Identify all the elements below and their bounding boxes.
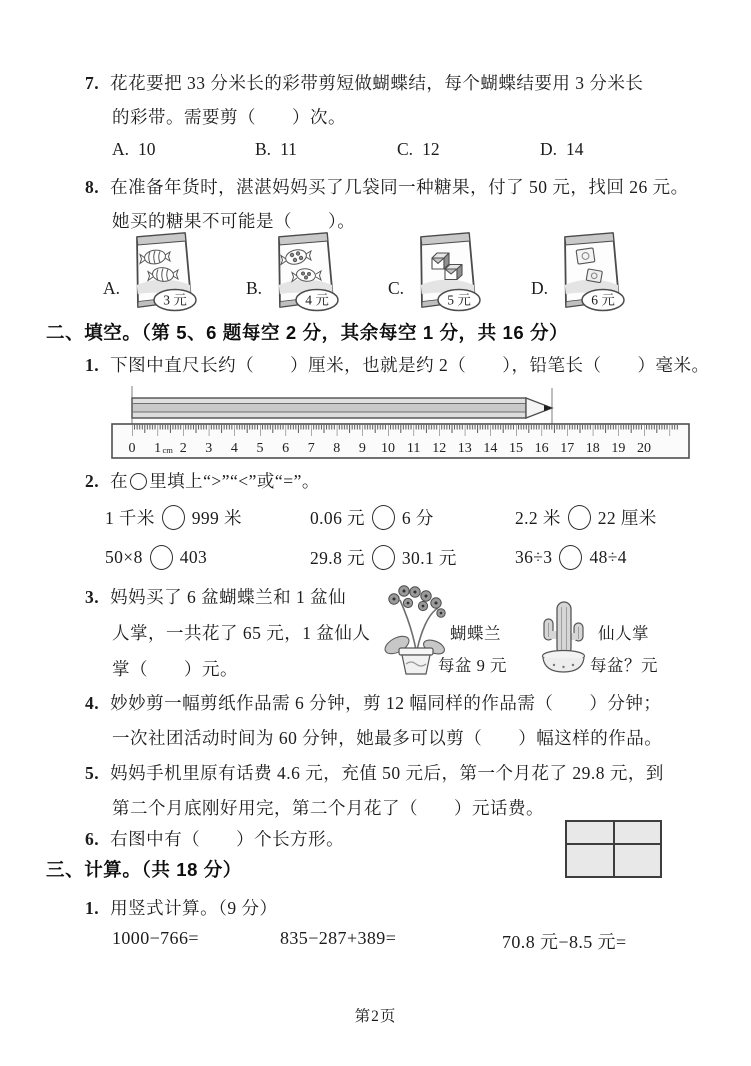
compare-item-2: 0.06 元 6 分: [310, 505, 434, 530]
fill-5-line-1: 5. 妈妈手机里原有话费 4.6 元，充值 50 元后，第一个月花了 29.8 元，到: [85, 763, 664, 783]
orchid-flowers: [389, 586, 445, 617]
svg-text:18: 18: [585, 441, 600, 456]
compare-item-6: 36÷3 48÷4: [515, 545, 627, 570]
svg-text:2: 2: [179, 441, 187, 456]
section-2-title: 二、填空。（第 5、6 题每空 2 分，其余每空 1 分，共 16 分）: [46, 322, 569, 343]
price-label: 4 元: [305, 292, 329, 308]
ruler-unit-label: cm: [162, 445, 173, 455]
fill-4-line-2: 一次社团活动时间为 60 分钟，她最多可以剪（ ）幅这样的作品。: [112, 728, 663, 748]
fill-6-line: 6. 右图中有（ ）个长方形。: [85, 829, 345, 849]
calc-expression-1: 1000−766=: [112, 928, 199, 948]
candy-bag-3yuan-illustration: [123, 228, 203, 314]
question-8-line-2: 她买的糖果不可能是（ ）。: [112, 211, 356, 231]
svg-text:0: 0: [128, 441, 136, 456]
fill-3-line-2: 人掌，一共花了 65 元，1 盆仙人: [112, 623, 371, 643]
cactus-name-label: 仙人掌: [598, 624, 649, 643]
grid-vertical-line: [613, 822, 615, 876]
svg-text:17: 17: [560, 441, 575, 456]
section-3-title: 三、计算。（共 18 分）: [46, 859, 242, 880]
compare-item-5: 29.8 元 30.1 元: [310, 545, 457, 570]
price-label: 6 元: [591, 292, 615, 308]
cactus-price-label: 每盆？元: [590, 656, 658, 675]
question-8-option-a: A. 3 元: [103, 228, 203, 314]
candy-bag-5yuan-illustration: [407, 228, 487, 314]
svg-text:8: 8: [333, 441, 341, 456]
calc-expression-3: 70.8 元−8.5 元=: [502, 932, 627, 952]
candy-bag-4yuan-illustration: [265, 228, 345, 314]
compare-circle-icon: [130, 473, 147, 490]
fill-4-line-1: 4. 妙妙剪一幅剪纸作品需 6 分钟，剪 12 幅同样的作品需（ ）分钟；: [85, 693, 662, 713]
compare-circle-icon: [372, 545, 395, 570]
question-7-option-a: A. 10: [112, 139, 156, 159]
page-number: 第2页: [354, 1008, 397, 1025]
compare-circle-icon: [162, 505, 185, 530]
fill-3-line-3: 掌（ ）元。: [112, 659, 238, 679]
svg-text:12: 12: [432, 441, 447, 456]
question-8-line-1: [85, 174, 689, 199]
svg-text:9: 9: [358, 441, 366, 456]
orchid-price-label: 每盆 9 元: [438, 656, 507, 675]
question-8-option-d: D. 6 元: [531, 228, 631, 314]
orchid-name-label: 蝴蝶兰: [450, 624, 501, 643]
pencil-illustration: [132, 398, 552, 418]
svg-text:11: 11: [406, 441, 421, 456]
question-7-option-d: D. 14: [540, 139, 584, 159]
svg-text:3: 3: [205, 441, 213, 456]
rectangle-grid-figure: [565, 820, 662, 878]
svg-text:16: 16: [534, 441, 549, 456]
question-7-option-c: C. 12: [397, 139, 440, 159]
fill-2-line: 2. 在 里填上“>”“<”或“=”。: [85, 471, 320, 491]
price-label: 3 元: [163, 292, 187, 308]
svg-text:10: 10: [381, 441, 395, 456]
svg-text:14: 14: [483, 441, 498, 456]
question-8-text: 在准备年货时，湛湛妈妈买了几袋同一种糖果，付了 50 元，找回 26 元。: [110, 177, 689, 197]
question-7-line-2: 的彩带。需要剪（ ）次。: [112, 107, 346, 127]
question-7-number: 7.: [85, 73, 100, 93]
question-8-number: 8.: [85, 177, 100, 197]
question-7-line-1: [85, 70, 643, 95]
svg-text:1: 1: [154, 441, 162, 456]
cactus-plant-illustration: [535, 597, 593, 677]
ruler-and-pencil-illustration: [111, 384, 691, 460]
compare-circle-icon: [150, 545, 173, 570]
compare-circle-icon: [568, 505, 591, 530]
svg-text:7: 7: [307, 441, 315, 456]
calc-1-line: 1. 用竖式计算。（9 分）: [85, 898, 278, 918]
question-8-option-c: C. 5 元: [388, 228, 487, 314]
ruler-body: [112, 424, 689, 458]
price-label: 5 元: [447, 292, 471, 308]
calc-expression-2: 835−287+389=: [280, 928, 397, 948]
compare-item-3: 2.2 米 22 厘米: [515, 505, 657, 530]
candy-bag-6yuan-illustration: [551, 228, 631, 314]
svg-text:13: 13: [457, 441, 472, 456]
svg-text:4: 4: [230, 441, 238, 456]
compare-item-4: 50×8 403: [105, 545, 207, 570]
compare-circle-icon: [559, 545, 582, 570]
svg-text:6: 6: [282, 441, 290, 456]
question-8-option-b: B. 4 元: [246, 228, 345, 314]
grid-horizontal-line: [567, 843, 660, 845]
compare-item-1: 1 千米 999 米: [105, 505, 242, 530]
fill-1-line: 1. 下图中直尺长约（ ）厘米，也就是约 2（ ），铅笔长（ ）毫米。: [85, 355, 710, 375]
svg-text:19: 19: [611, 441, 626, 456]
compare-circle-icon: [372, 505, 395, 530]
question-7-option-b: B. 11: [255, 139, 297, 159]
question-7-text: 花花要把 33 分米长的彩带剪短做蝴蝶结，每个蝴蝶结要用 3 分米长: [110, 73, 644, 93]
svg-text:20: 20: [637, 441, 651, 456]
fill-5-line-2: 第二个月底刚好用完，第二个月花了（ ）元话费。: [112, 798, 544, 818]
fill-3-line-1: 3. 妈妈买了 6 盆蝴蝶兰和 1 盆仙: [85, 587, 347, 607]
svg-text:15: 15: [509, 441, 523, 456]
svg-text:5: 5: [256, 441, 264, 456]
